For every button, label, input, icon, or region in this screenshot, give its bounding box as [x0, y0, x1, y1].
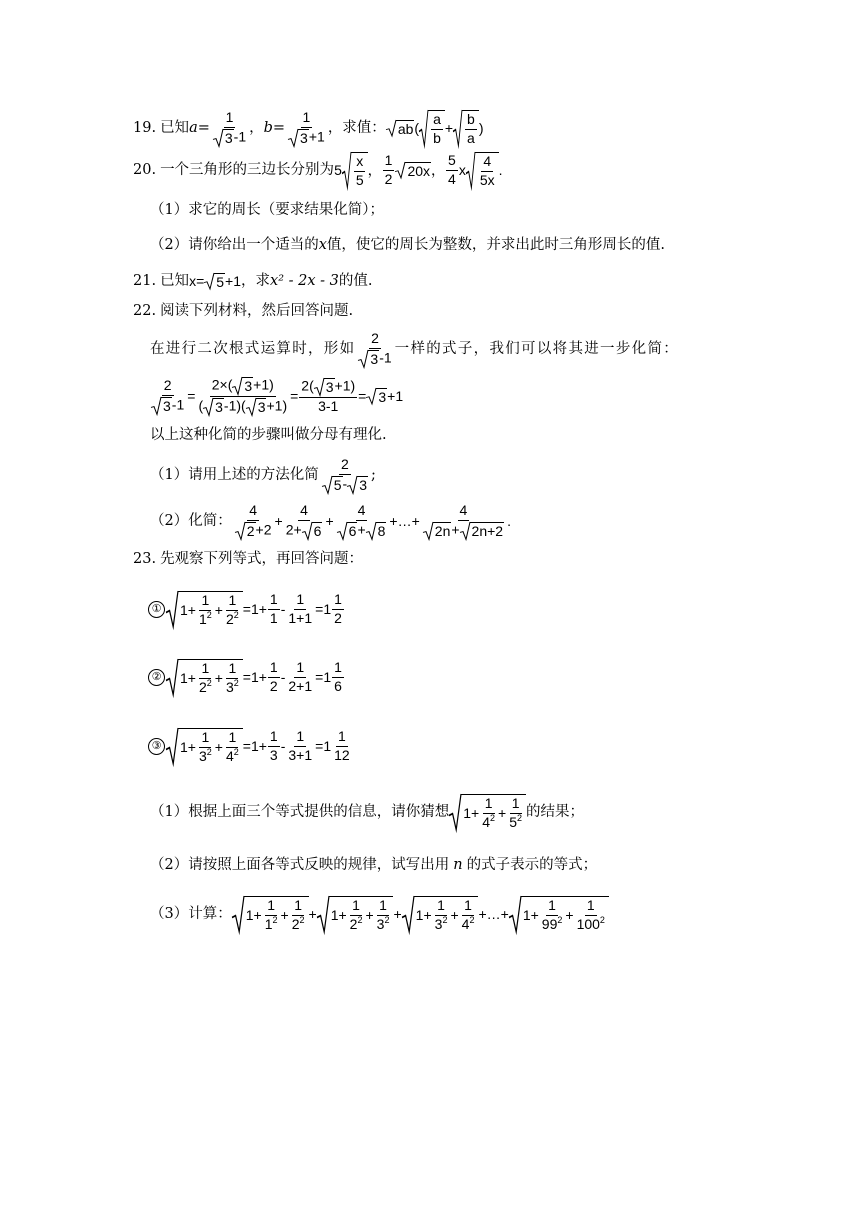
q20-number: 20. — [133, 161, 157, 178]
q22-intro: 在进行二次根式运算时，形如 2 3 -1 一样的式子，我们可以将其进一步化简： — [150, 330, 680, 367]
q20-line: 20. 一个三角形的三边长分别为 5 $\frac{x}{5}$ ， $\frac{1}{2}$ 20x ， $\frac{5}{4}$ x $\frac{4}{5x}$ . — [133, 152, 503, 188]
q19-var-b: b= — [263, 119, 286, 136]
q21-condition: x= 5 +1 — [189, 273, 242, 290]
q20-sides: 5 $\frac{x}{5}$ ， $\frac{1}{2}$ 20x ， $\frac{5}{4}$ x $\frac{4}{5x}$ . — [334, 152, 503, 188]
q23-sub3: （3）计算： 1+ $\frac{1}{1^2}$ + $\frac{1}{2^2}$ + 1+ $\frac{1}{2^2}$ + $\frac{1}{3^2}$ + 1+ $\frac{1}{3^2}$ + $\frac{1}{4^2}$ +…+ 1+ $\frac{1}{99^2}$ + $\frac{1}{100^2}$ — [150, 888, 609, 940]
q23-sub1: （1）根据上面三个等式提供的信息，请你猜想 1+ $\frac{1}{4^2}$ + $\frac{1}{5^2}$ 的结果； — [150, 795, 585, 830]
q20-sub1: （1）求它的周长（要求结果化简）； — [150, 202, 384, 218]
q21-expression: x² - 2x - 3 — [270, 272, 339, 289]
q23-sum: 1+ $\frac{1}{1^2}$ + $\frac{1}{2^2}$ + 1+ $\frac{1}{2^2}$ + $\frac{1}{3^2}$ + 1+ $\frac{1}{3^2}$ + $\frac{1}{4^2}$ +…+ 1+ $\frac{1}{99^2}$ + $\frac{1}{100^2}$ — [232, 896, 609, 932]
q19-line: 19. 已知 a= 1 3 -1 ， b= 1 3 +1 ，求值： ab ( $\frac{a}{b}$ + $\frac{b}{a}$ ) — [133, 109, 484, 146]
q23-eq1: ① 1+ $\frac{1}{1^2}$ + $\frac{1}{2^2}$ =1+ $\frac{1}{1}$ - $\frac{1}{1+1}$ =1 $\frac{1}{2}$ — [148, 583, 345, 635]
q21-number: 21. — [133, 272, 157, 289]
q23-eq2: ② 1+ $\frac{1}{2^2}$ + $\frac{1}{3^2}$ =1+ $\frac{1}{2}$ - $\frac{1}{2+1}$ =1 $\frac{1}{6}$ — [148, 651, 345, 703]
q20-sub2: （2）请你给出一个适当的 x 值，使它的周长为整数，并求出此时三角形周长的值. — [150, 237, 666, 253]
q23-eq3: ③ 1+ $\frac{1}{3^2}$ + $\frac{1}{4^2}$ =1+ $\frac{1}{3}$ - $\frac{1}{3+1}$ =1 $\frac{1}{12}$ — [148, 720, 353, 772]
q19-expression: ab ( $\frac{a}{b}$ + $\frac{b}{a}$ ) — [386, 110, 484, 146]
q23-number: 23. — [133, 551, 157, 567]
q19-text: 已知 — [160, 119, 190, 136]
q19-frac-a: 1 3 -1 — [211, 110, 248, 146]
q22-note: 以上这种化简的步骤叫做分母有理化. — [150, 427, 387, 443]
q22-derivation: 2 3 -1 = 2×( 3 +1) ( 3 -1)( 3 +1) = 2( 3 +1) 3-1 = 3 +1 — [148, 375, 403, 417]
q22-line: 22. 阅读下列材料，然后回答问题. — [133, 303, 354, 319]
q22-number: 22. — [133, 303, 157, 319]
q19-frac-b: 1 3 +1 — [286, 110, 327, 146]
q19-number: 19. — [133, 119, 157, 136]
q23-sub2: （2）请按照上面各等式反映的规律，试写出用 n 的式子表示的等式； — [150, 857, 598, 873]
q23-line: 23. 先观察下列等式，再回答问题： — [133, 551, 364, 567]
q22-sub2: （2）化简： 4 2 +2 + 4 2+ 6 + 4 6 + 8 +…+ 4 2n + 2n+2 . — [150, 502, 511, 539]
q22-sum: 4 2 +2 + 4 2+ 6 + 4 6 + 8 +…+ 4 2n + 2n+2 . — [232, 503, 511, 539]
q19-var-a: a= — [189, 119, 210, 136]
q21-line: 21. 已知 x= 5 +1 ，求 x² - 2x - 3 的值. — [133, 272, 373, 290]
q22-sub1: （1）请用上述的方法化简 2 5 - 3 ; — [150, 456, 376, 493]
